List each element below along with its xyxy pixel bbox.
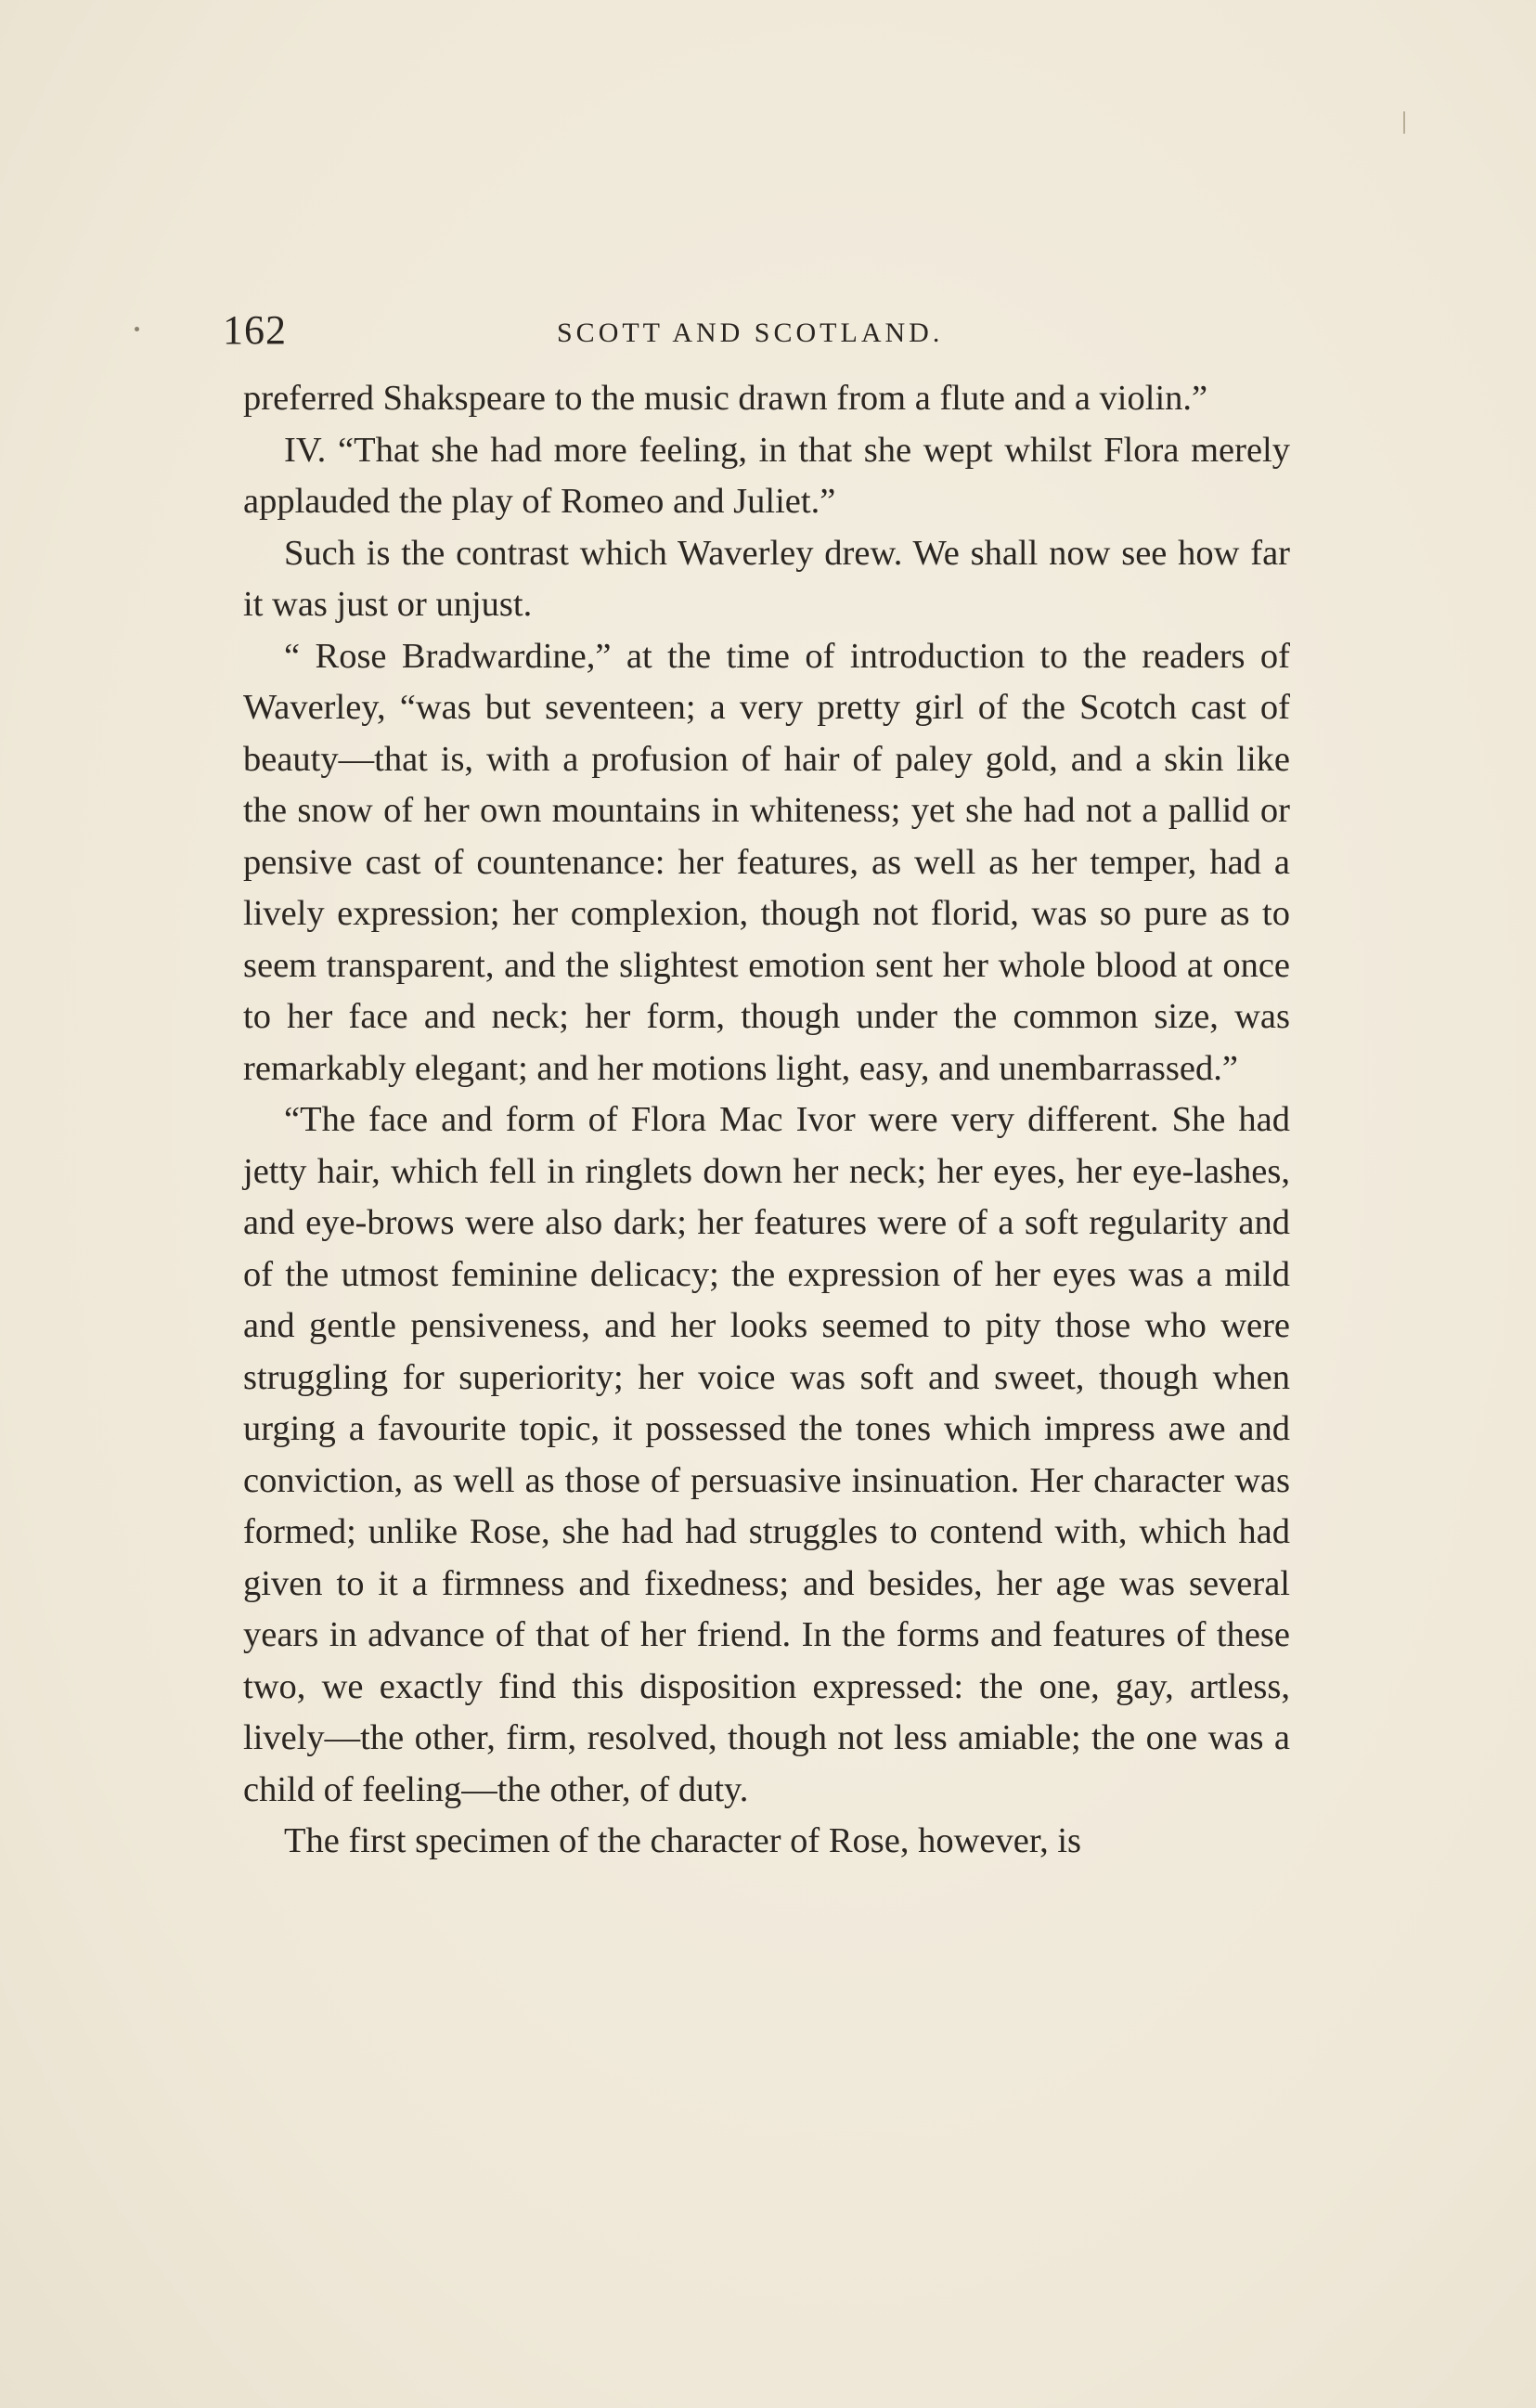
paragraph: IV. “That she had more feeling, in that she wept whilst Flora merely applauded the play of Romeo and Juliet.” [243, 430, 1290, 521]
page-speck [135, 327, 139, 331]
paragraph: “The face and form of Flora Mac Ivor were very different. She had jetty hair, which fell in ringlets down her neck; her eyes, her eye-lashes, and eye-brows were also dark; her features were of a soft regularity and of the utmost feminine delicacy; the expression of her eyes was a mild and gentle pensiveness, and her looks seemed to pity those who were struggling for superiority; her voice was soft and sweet, though when urging a favourite topic, it possessed the tones which impress awe and conviction, as well as those of persuasive insinuation. Her character was formed; unlike Rose, she had had struggles to contend with, which had given to it a firmness and fixedness; and besides, her age was several years in advance of that of her friend. In the forms and features of these two, we exactly find this disposition expressed: the one, gay, artless, lively—the other, firm, resolved, though not less amiable; the one was a child of feeling—the other, of duty. [243, 1100, 1290, 1809]
page-number: 162 [223, 307, 287, 353]
paragraph: “ Rose Bradwardine,” at the time of introduction to the readers of Waverley, “was but seventeen; a very pretty girl of the Scotch cast of beauty—that is, with a profusion of hair of paley gold, and a skin like the snow of her own mountains in whiteness; yet she had not a pallid or pensive cast of countenance: her features, as well as her temper, had a lively expression; her complexion, though not florid, was so pure as to seem transparent, and the slightest emotion sent her whole blood at once to her face and neck; her form, though under the common size, was remarkably elegant; and her motions light, easy, and unembarrassed.” [243, 636, 1290, 1088]
running-head: SCOTT AND SCOTLAND. [557, 317, 944, 348]
page-header [223, 306, 1299, 362]
paragraph: Such is the contrast which Waverley drew. We shall now see how far it was just or unjust. [243, 533, 1290, 624]
body-text [243, 373, 1290, 1868]
paragraph: The first specimen of the character of Rose, however, is [284, 1821, 1082, 1860]
page-speck [1403, 111, 1405, 134]
paragraph-continuation: preferred Shakspeare to the music drawn from a flute and a violin.” [243, 379, 1208, 418]
